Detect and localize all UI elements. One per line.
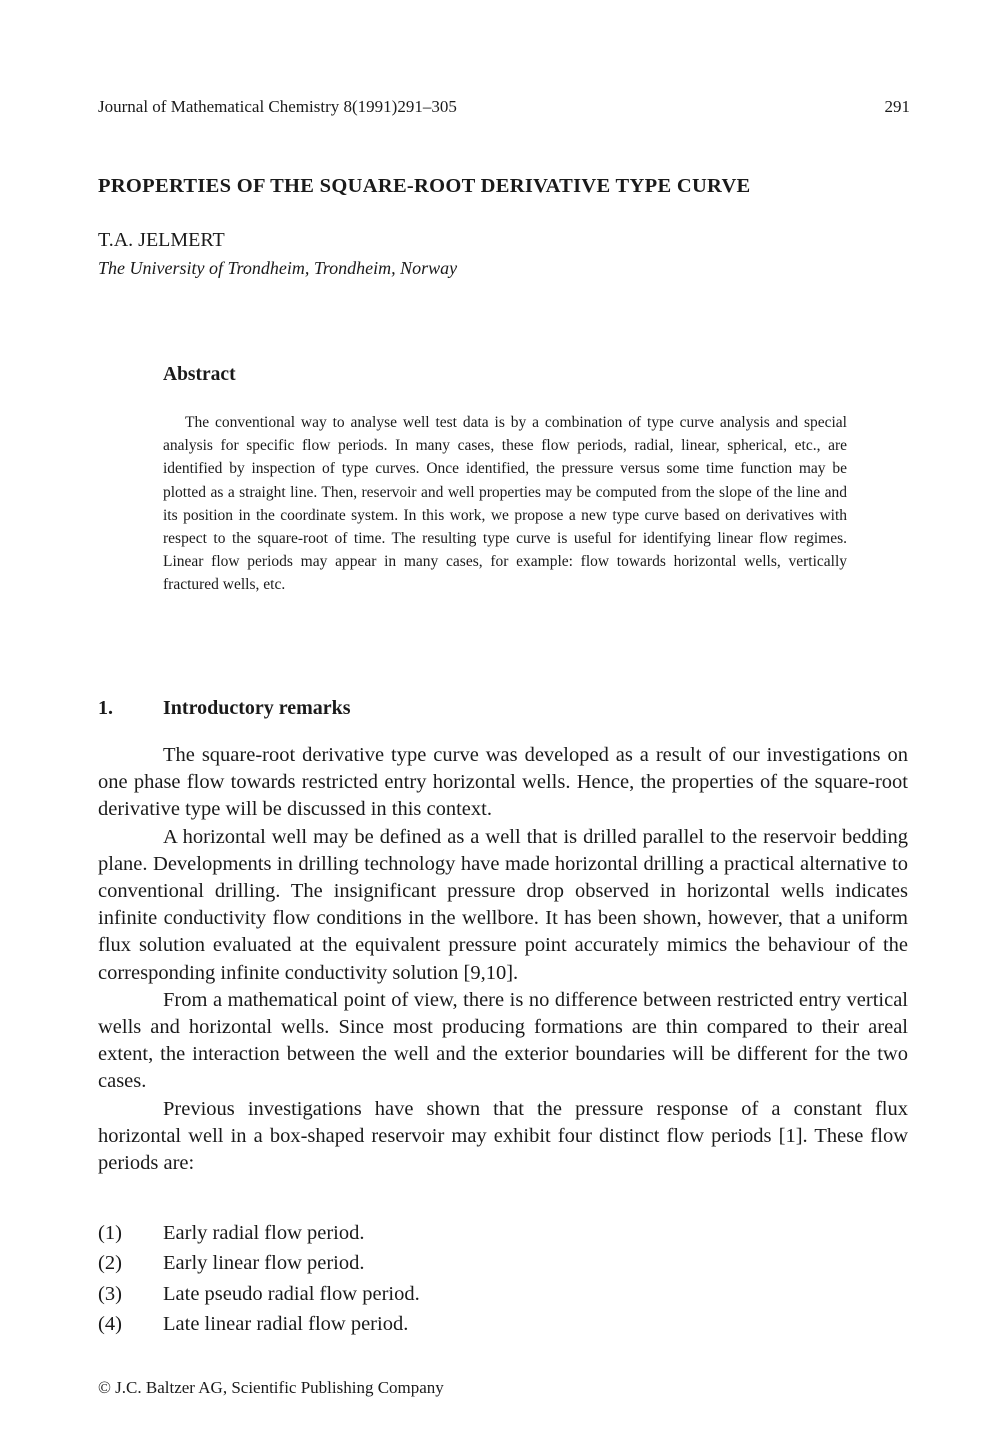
section-title: Introductory remarks [163,697,351,719]
list-item-number: (4) [98,1312,122,1335]
page-number: 291 [884,97,910,116]
paragraph: The square-root derivative type curve was developed as a result of our investigations on one phase flow towards restricted entry horizontal wells. Hence, the properties of the square-root derivative type will be discussed in this context. [98,744,908,821]
article-title: PROPERTIES OF THE SQUARE-ROOT DERIVATIVE TYPE CURVE [98,175,751,197]
section-number: 1. [98,697,113,719]
author-affiliation: The University of Trondheim, Trondheim, Norway [98,258,458,278]
abstract-text: The conventional way to analyse well test data is by a combination of type curve analysis and special analysis for specific flow periods. In many cases, these flow periods, radial, linear, spherical, etc., are identified by inspection of type curves. Once identified, the pressure versus some time function may be plotted as a straight line. Then, reservoir and well properties may be computed from the slope of the line and its position in the coordinate system. In this work, we propose a new type curve based on derivatives with respect to the square-root of time. The resulting type curve is useful for identifying linear flow regimes. Linear flow periods may appear in many cases, for example: flow towards horizontal wells, vertically fractured wells, etc. [163,414,847,594]
list-item-text: Early radial flow period. [163,1222,365,1244]
list-item-number: (2) [98,1252,122,1275]
list-item-text: Late pseudo radial flow period. [163,1282,420,1305]
section-body [98,742,908,1177]
flow-period-list [98,1218,420,1339]
list-item [98,1248,420,1278]
list-item-number: (1) [98,1222,122,1244]
list-item-number: (3) [98,1282,122,1305]
list-item [98,1218,420,1248]
list-item-text: Early linear flow period. [163,1252,365,1275]
list-item-text: Late linear radial flow period. [163,1312,409,1335]
paragraph: A horizontal well may be defined as a well that is drilled parallel to the reservoir bedding plane. Developments in drilling technology have made horizontal drilling a practical alternative to conventional drilling. The insignificant pressure drop observed in horizontal wells indicates infinite conductivity flow conditions in the wellbore. It has been shown, however, that a uniform flux solution evaluated at the equivalent pressure point accurately mimics the behaviour of the corresponding infinite conductivity solution [9,10]. [98,825,908,984]
journal-citation: Journal of Mathematical Chemistry 8(1991)291–305 [98,97,457,116]
paragraph: Previous investigations have shown that the pressure response of a constant flux horizontal well in a box-shaped reservoir may exhibit four distinct flow periods [1]. These flow periods are: [98,1097,908,1175]
list-item [98,1279,420,1309]
author-name: T.A. JELMERT [98,229,225,251]
section-heading [98,697,351,720]
copyright-footer: © J.C. Baltzer AG, Scientific Publishing Company [98,1378,444,1397]
running-head [98,97,910,117]
list-item [98,1309,420,1339]
paragraph: From a mathematical point of view, there is no difference between restricted entry vertical wells and horizontal wells. Since most producing formations are thin compared to their areal extent, the interaction between the well and the exterior boundaries will be different for the two cases. [98,988,908,1093]
abstract-heading: Abstract [163,364,236,385]
